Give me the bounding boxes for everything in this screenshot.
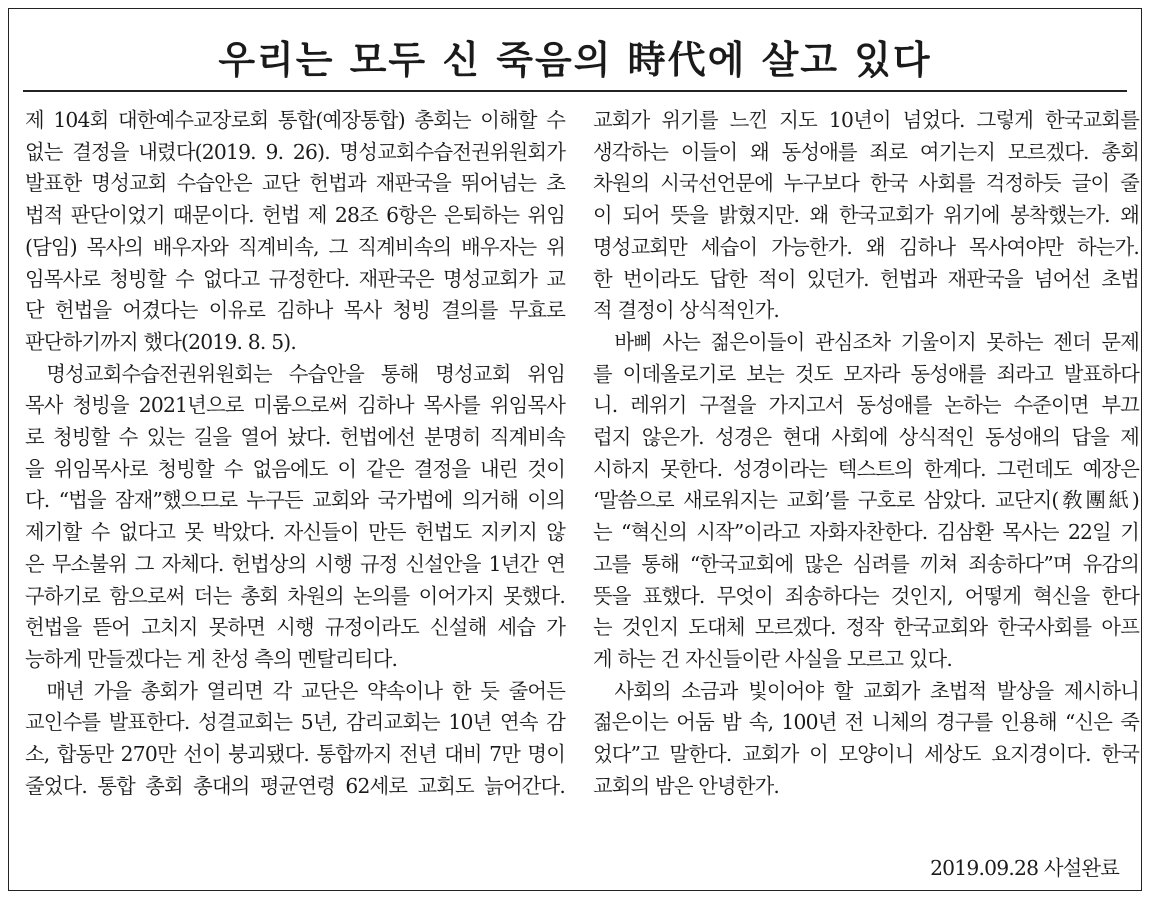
- text-line: 한 번이라도 답한 적이 있던가. 헌법과 재판국을 넘어선 초법: [593, 266, 1139, 291]
- right-column: [593, 105, 1139, 802]
- text-line: 은 무소불위 그 자체다. 헌법상의 시행 규정 신설안을 1년간 연: [25, 551, 565, 576]
- text-line: 을 위임목사로 청빙할 수 없음에도 이 같은 결정을 내린 것이: [25, 456, 565, 481]
- text-line: 로 청빙할 수 있는 길을 열어 놨다. 헌법에선 분명히 직계비속: [25, 425, 565, 450]
- text-line: 목사 청빙을 2021년으로 미룸으로써 김하나 목사를 위임목사: [25, 393, 565, 418]
- text-line: 제기할 수 없다고 못 박았다. 자신들이 만든 헌법도 지키지 않: [25, 520, 565, 545]
- text-line: (담임) 목사의 배우자와 직계비속, 그 직계비속의 배우자는 위: [25, 234, 565, 259]
- text-line: 차원의 시국선언문에 누구보다 한국 사회를 걱정하듯 글이 줄: [593, 171, 1139, 196]
- text-line: 뜻을 표했다. 무엇이 죄송하다는 것인지, 어떻게 혁신을 한다: [593, 583, 1139, 608]
- text-line: 매년 가을 총회가 열리면 각 교단은 약속이나 한 듯 줄어든: [46, 678, 565, 703]
- text-line: 럽지 않은가. 성경은 현대 사회에 상식적인 동성애의 답을 제: [593, 425, 1139, 450]
- text-line: 줄었다. 통합 총회 총대의 평균연령 62세로 교회도 늙어간다.: [25, 773, 565, 798]
- text-line: 임목사로 청빙할 수 없다고 규정한다. 재판국은 명성교회가 교: [25, 266, 565, 291]
- text-line: 발표한 명성교회 수습안은 교단 헌법과 재판국을 뛰어넘는 초: [25, 171, 565, 196]
- text-line: 적 결정이 상식적인가.: [593, 298, 780, 323]
- text-line: 소, 합동만 270만 선이 붕괴됐다. 통합까지 전년 대비 7만 명이: [25, 742, 565, 767]
- text-line: 교인수를 발표한다. 성결교회는 5년, 감리교회는 10년 연속 감: [25, 710, 565, 735]
- date-credit: 2019.09.28 사설완료: [930, 856, 1119, 880]
- text-line: 생각하는 이들이 왜 동성애를 죄로 여기는지 모르겠다. 총회: [593, 139, 1139, 164]
- text-line: 명성교회수습전권위원회는 수습안을 통해 명성교회 위임: [46, 361, 565, 386]
- text-line: 를 이데올로기로 보는 것도 모자라 동성애를 죄라고 발표하다: [593, 361, 1139, 386]
- text-line: 니. 레위기 구절을 가지고서 동성애를 논하는 수준이면 부끄: [593, 393, 1139, 418]
- text-line: 단 헌법을 어겼다는 이유로 김하나 목사 청빙 결의를 무효로: [25, 298, 565, 323]
- text-line: 사회의 소금과 빛이어야 할 교회가 초법적 발상을 제시하니: [614, 678, 1139, 703]
- text-line: 헌법을 뜯어 고치지 못하면 시행 규정이라도 신설해 세습 가: [25, 615, 565, 640]
- text-line: 시하지 못한다. 성경이라는 텍스트의 한계다. 그런데도 예장은: [593, 456, 1139, 481]
- text-line: 고를 통해 “한국교회에 많은 심려를 끼쳐 죄송하다”며 유감의: [593, 551, 1139, 576]
- text-line: 젊은이는 어둠 밤 속, 100년 전 니체의 경구를 인용해 “신은 죽: [593, 710, 1139, 735]
- title-divider: [23, 90, 1127, 92]
- text-line: 제 104회 대한예수교장로회 통합(예장통합) 총회는 이해할 수: [25, 108, 565, 132]
- text-line: 교회의 밤은 안녕한가.: [593, 773, 780, 798]
- text-line: ‘말씀으로 새로워지는 교회’를 구호로 삼았다. 교단지(敎團紙): [593, 488, 1139, 513]
- text-line: 는 “혁신의 시작”이라고 자화자찬한다. 김삼환 목사는 22일 기: [593, 520, 1139, 545]
- text-line: 없는 결정을 내렸다(2019. 9. 26). 명성교회수습전권위원회가: [25, 139, 565, 164]
- text-line: 판단하기까지 했다(2019. 8. 5).: [25, 329, 297, 354]
- text-line: 다. “법을 잠재”했으므로 누구든 교회와 국가법에 의거해 이의: [25, 488, 565, 513]
- text-line: 었다”고 말한다. 교회가 이 모양이니 세상도 요지경이다. 한국: [593, 742, 1139, 767]
- text-line: 게 하는 건 자신들이란 사실을 모르고 있다.: [593, 646, 952, 671]
- text-line: 능하게 만들겠다는 게 찬성 측의 멘탈리티다.: [25, 646, 398, 671]
- text-line: 법적 판단이었기 때문이다. 헌법 제 28조 6항은 은퇴하는 위임: [25, 203, 565, 228]
- article-title: 우리는 모두 신 죽음의 時代에 살고 있다: [218, 38, 932, 82]
- text-line: 이 되어 뜻을 밝혔지만. 왜 한국교회가 위기에 봉착했는가. 왜: [593, 203, 1139, 228]
- text-line: 명성교회만 세습이 가능한가. 왜 김하나 목사여야만 하는가.: [593, 234, 1139, 259]
- text-line: 교회가 위기를 느낀 지도 10년이 넘었다. 그렇게 한국교회를: [593, 108, 1139, 132]
- text-line: 바삐 사는 젊은이들이 관심조차 기울이지 못하는 젠더 문제: [614, 329, 1139, 354]
- left-column: [25, 105, 565, 802]
- text-line: 구하기로 함으로써 더는 총회 차원의 논의를 이어가지 못했다.: [25, 583, 565, 608]
- article-frame: [8, 8, 1142, 891]
- text-line: 는 것인지 도대체 모르겠다. 정작 한국교회와 한국사회를 아프: [593, 615, 1139, 640]
